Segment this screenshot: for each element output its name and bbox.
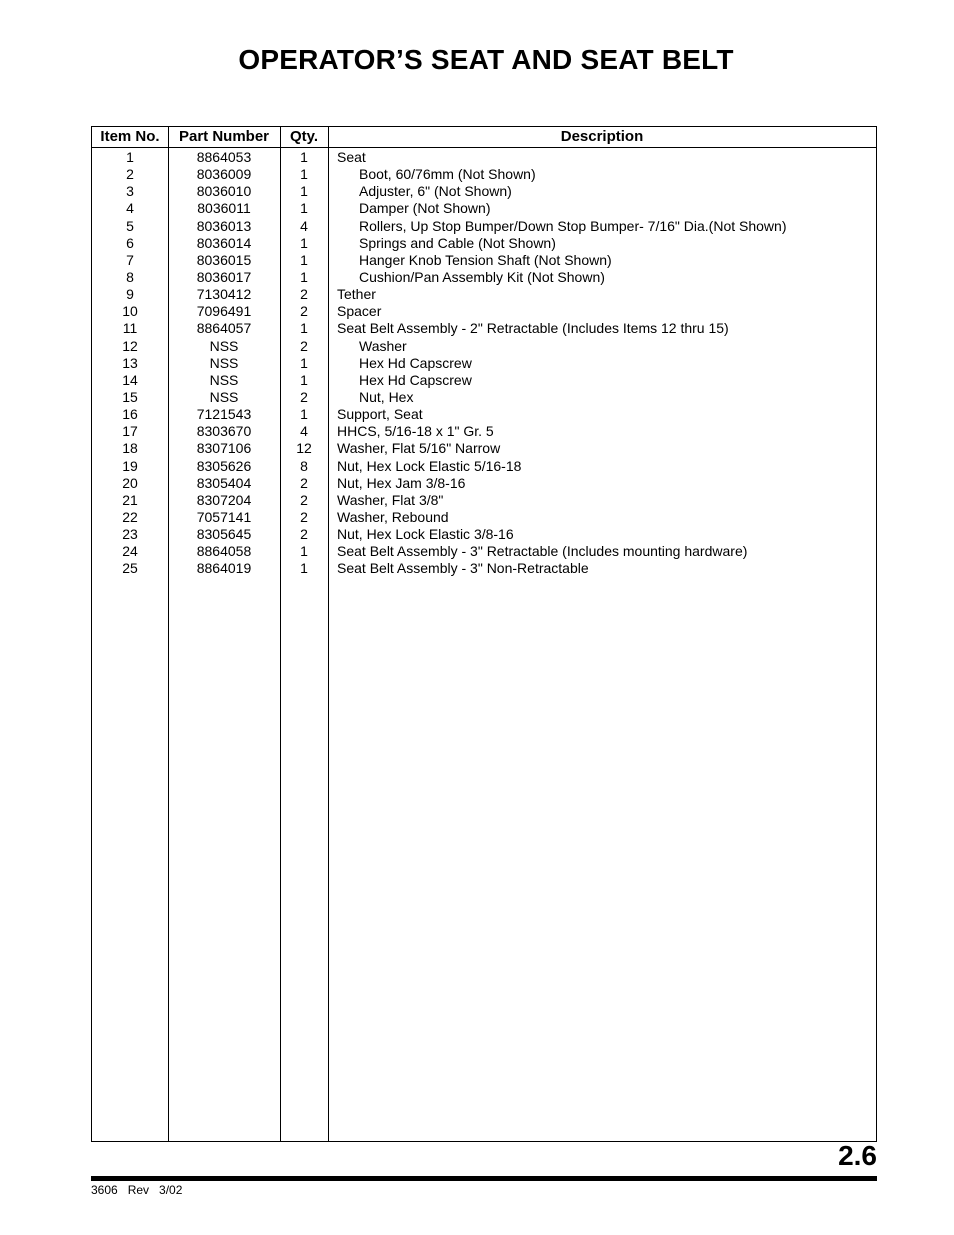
quantity: 1 (300, 200, 308, 217)
document-revision: 3606 Rev 3/02 (91, 1183, 183, 1197)
description: Nut, Hex Lock Elastic 5/16-18 (337, 457, 522, 474)
description: Washer, Flat 3/8" (337, 491, 444, 508)
item-number: 3 (126, 183, 134, 200)
part-number: 8864057 (196, 320, 252, 337)
item-number: 22 (122, 508, 138, 525)
part-number: NSS (209, 337, 239, 354)
table-row (92, 218, 876, 235)
quantity: 4 (300, 217, 308, 234)
table-row (92, 252, 876, 269)
quantity: 1 (300, 268, 308, 285)
part-number: 8307106 (196, 440, 252, 457)
item-number: 5 (126, 217, 134, 234)
table-body (92, 149, 876, 578)
table-row (92, 423, 876, 440)
quantity: 8 (300, 457, 308, 474)
description: Hex Hd Capscrew (359, 371, 472, 388)
description: Seat Belt Assembly - 3" Non-Retractable (337, 560, 589, 577)
item-number: 14 (122, 371, 138, 388)
quantity: 2 (300, 303, 308, 320)
description: HHCS, 5/16-18 x 1" Gr. 5 (337, 423, 494, 440)
item-number: 1 (126, 149, 134, 165)
description: Adjuster, 6" (Not Shown) (359, 183, 512, 200)
quantity: 1 (300, 166, 308, 183)
item-number: 17 (122, 423, 138, 440)
part-number: NSS (209, 354, 239, 371)
part-number: NSS (209, 388, 239, 405)
table-row (92, 458, 876, 475)
part-number: 7096491 (196, 303, 252, 320)
item-number: 7 (126, 251, 134, 268)
table-row (92, 355, 876, 372)
quantity: 1 (300, 183, 308, 200)
item-number: 24 (122, 543, 138, 560)
quantity: 12 (296, 440, 312, 457)
table-row (92, 526, 876, 543)
description: Boot, 60/76mm (Not Shown) (359, 166, 536, 183)
table-row (92, 560, 876, 577)
description: Tether (337, 286, 376, 303)
table-row (92, 303, 876, 320)
table-row (92, 183, 876, 200)
description: Washer, Flat 5/16" Narrow (337, 440, 501, 457)
part-number: 8036010 (196, 183, 252, 200)
quantity: 1 (300, 406, 308, 423)
part-number: 8303670 (196, 423, 252, 440)
header-part-number: Part Number (178, 128, 270, 145)
part-number: 8305645 (196, 526, 252, 543)
item-number: 10 (122, 303, 138, 320)
quantity: 2 (300, 508, 308, 525)
part-number: 8036011 (197, 200, 251, 217)
table-row (92, 492, 876, 509)
header-description: Description (560, 128, 644, 145)
description: Washer, Rebound (337, 508, 449, 525)
description: Rollers, Up Stop Bumper/Down Stop Bumper- 7/16" Dia.(Not Shown) (359, 217, 787, 234)
table-row (92, 509, 876, 526)
description: Seat Belt Assembly - 3" Retractable (Includes mounting hardware) (337, 543, 748, 560)
quantity: 2 (300, 337, 308, 354)
item-number: 2 (126, 166, 134, 183)
quantity: 1 (300, 543, 308, 560)
quantity: 2 (300, 286, 308, 303)
header-item-no: Item No. (100, 128, 160, 145)
quantity: 2 (300, 526, 308, 543)
quantity: 4 (300, 423, 308, 440)
item-number: 20 (122, 474, 138, 491)
quantity: 1 (300, 354, 308, 371)
part-number: 7121543 (196, 406, 252, 423)
quantity: 1 (300, 320, 308, 337)
quantity: 2 (300, 474, 308, 491)
table-row (92, 200, 876, 217)
quantity: 1 (300, 371, 308, 388)
part-number: 8036013 (196, 217, 252, 234)
description: Springs and Cable (Not Shown) (359, 234, 556, 251)
description: Damper (Not Shown) (359, 200, 491, 217)
table-row (92, 235, 876, 252)
table-row (92, 149, 876, 166)
table-row (92, 475, 876, 492)
description: Nut, Hex Lock Elastic 3/8-16 (337, 526, 514, 543)
part-number: 8305404 (196, 474, 252, 491)
quantity: 1 (300, 234, 308, 251)
header-qty: Qty. (289, 128, 319, 145)
part-number: 7130412 (196, 286, 252, 303)
page-title: OPERATOR’S SEAT AND SEAT BELT (238, 44, 734, 75)
part-number: 8036017 (196, 268, 252, 285)
parts-table (91, 126, 877, 1142)
part-number: 8307204 (196, 491, 252, 508)
quantity: 1 (300, 149, 308, 165)
part-number: 8305626 (196, 457, 252, 474)
table-row (92, 440, 876, 457)
table-row (92, 320, 876, 337)
part-number: 8036015 (196, 251, 252, 268)
item-number: 21 (122, 491, 138, 508)
item-number: 4 (126, 200, 134, 217)
part-number: 8864058 (196, 543, 252, 560)
table-row (92, 543, 876, 560)
item-number: 13 (122, 354, 138, 371)
description: Washer (359, 337, 407, 354)
table-row (92, 406, 876, 423)
item-number: 18 (122, 440, 138, 457)
table-row (92, 372, 876, 389)
quantity: 2 (300, 388, 308, 405)
part-number: NSS (209, 371, 239, 388)
table-row (92, 338, 876, 355)
section-number: 2.6 (838, 1140, 877, 1171)
item-number: 9 (126, 286, 134, 303)
part-number: 8864019 (196, 560, 252, 577)
part-number: 8036009 (196, 166, 252, 183)
description: Hanger Knob Tension Shaft (Not Shown) (359, 251, 612, 268)
description: Nut, Hex (359, 388, 414, 405)
quantity: 1 (300, 251, 308, 268)
description: Cushion/Pan Assembly Kit (Not Shown) (359, 268, 605, 285)
description: Seat Belt Assembly - 2" Retractable (Includes Items 12 thru 15) (337, 320, 729, 337)
item-number: 6 (126, 234, 134, 251)
item-number: 23 (122, 526, 138, 543)
description: Seat (337, 149, 366, 165)
quantity: 1 (300, 560, 308, 577)
item-number: 11 (122, 320, 138, 337)
header-divider (92, 147, 876, 148)
part-number: 8864053 (196, 149, 252, 165)
table-row (92, 269, 876, 286)
part-number: 8036014 (196, 234, 252, 251)
item-number: 15 (122, 388, 138, 405)
item-number: 25 (122, 560, 138, 577)
description: Support, Seat (337, 406, 423, 423)
item-number: 12 (122, 337, 138, 354)
footer-rule (91, 1176, 877, 1181)
item-number: 19 (122, 457, 138, 474)
table-row (92, 389, 876, 406)
table-row (92, 286, 876, 303)
description: Nut, Hex Jam 3/8-16 (337, 474, 466, 491)
description: Hex Hd Capscrew (359, 354, 472, 371)
item-number: 16 (122, 406, 138, 423)
item-number: 8 (126, 268, 134, 285)
quantity: 2 (300, 491, 308, 508)
table-row (92, 166, 876, 183)
part-number: 7057141 (196, 508, 252, 525)
description: Spacer (337, 303, 382, 320)
